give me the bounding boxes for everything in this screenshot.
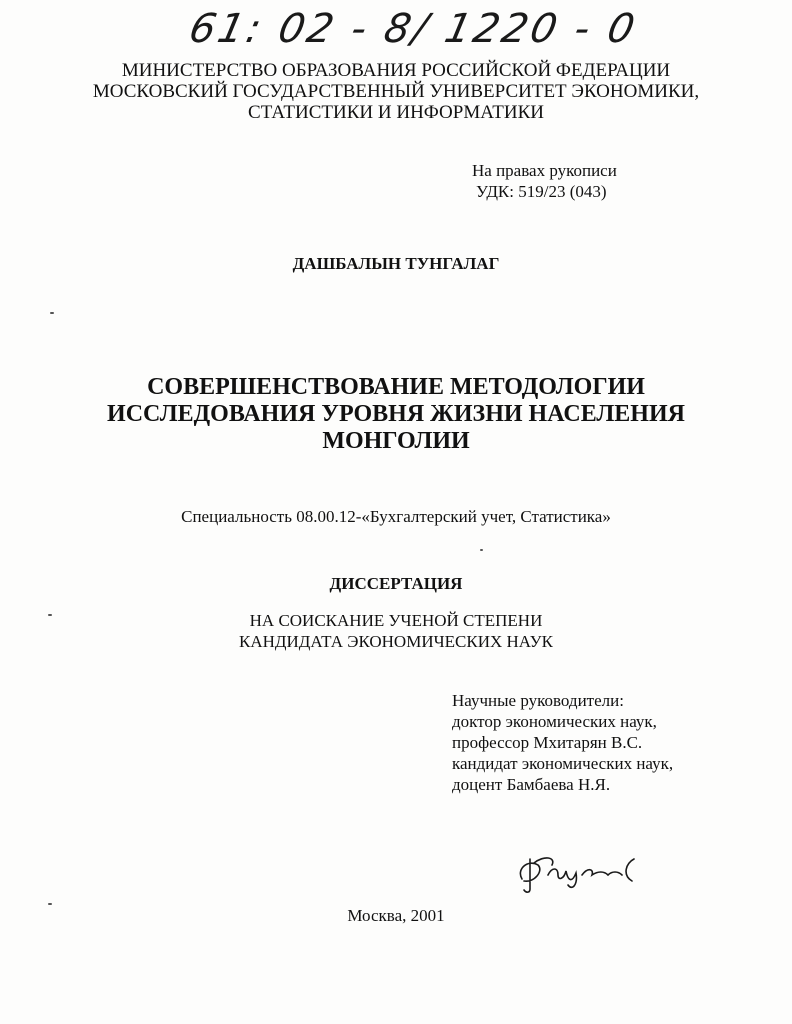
supervisor-name: доцент Бамбаева Н.Я. — [452, 775, 611, 794]
handwritten-archive-code: 61: 02 - 8/ 1220 - 0 — [185, 6, 642, 52]
university-line: МОСКОВСКИЙ ГОСУДАРСТВЕННЫЙ УНИВЕРСИТЕТ ЭКОНОМИКИ, — [92, 81, 700, 102]
specialty-line: Специальность 08.00.12-«Бухгалтерский учет, Статистика» — [181, 507, 611, 526]
title-line: ИССЛЕДОВАНИЯ УРОВНЯ ЖИЗНИ НАСЕЛЕНИЯ — [107, 401, 685, 427]
dissertation-title — [0, 374, 792, 455]
supervisor-degree: доктор экономических наук, — [452, 712, 657, 731]
degree-statement — [0, 610, 792, 652]
handwritten-signature — [508, 845, 658, 895]
title-line: СОВЕРШЕНСТВОВАНИЕ МЕТОДОЛОГИИ — [147, 374, 645, 400]
supervisor-name: профессор Мхитарян В.С. — [452, 733, 643, 752]
degree-line: КАНДИДАТА ЭКОНОМИЧЕСКИХ НАУК — [239, 632, 553, 651]
institution-header — [0, 60, 792, 123]
scan-speck — [50, 312, 54, 314]
author-name: ДАШБАЛЫН ТУНГАЛАГ — [292, 254, 500, 273]
scan-speck — [48, 614, 52, 616]
supervisor-degree: кандидат экономических наук, — [452, 754, 674, 773]
manuscript-rights-block — [472, 160, 617, 202]
university-line-continued: СТАТИСТИКИ И ИНФОРМАТИКИ — [248, 102, 544, 123]
title-line: МОНГОЛИИ — [322, 428, 470, 454]
ministry-line: МИНИСТЕРСТВО ОБРАЗОВАНИЯ РОССИЙСКОЙ ФЕДЕРАЦИИ — [121, 60, 671, 81]
scan-speck — [48, 903, 52, 905]
manuscript-rights-text: На правах рукописи — [472, 161, 617, 180]
degree-line: НА СОИСКАНИЕ УЧЕНОЙ СТЕПЕНИ — [249, 611, 543, 630]
supervisors-heading: Научные руководители: — [452, 691, 624, 710]
document-type: ДИССЕРТАЦИЯ — [329, 574, 463, 593]
udk-code: УДК: 519/23 (043) — [476, 182, 607, 201]
city-year: Москва, 2001 — [347, 906, 445, 925]
scan-speck — [480, 549, 483, 551]
supervisors-block — [452, 690, 673, 795]
